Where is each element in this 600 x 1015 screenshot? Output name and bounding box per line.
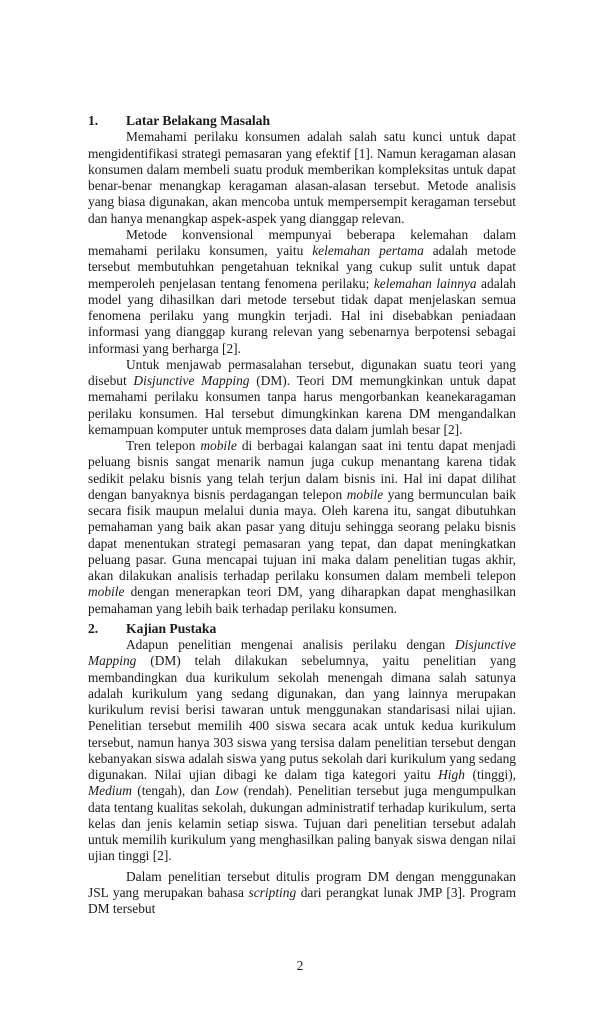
text-run: Memahami perilaku konsumen adalah salah satu kunci untuk dapat mengidentifikasi strategi pemasaran yang efektif [1]. Namun keragaman alasan konsumen dalam membeli suatu produk memberikan kompleksitas untuk dapat benar-benar menangkap keragaman alasan-alasan tersebut. Metode analisis yang biasa digunakan, akan mencoba untuk mempersempit keragaman tersebut dan hanya menangkap aspek-aspek yang dianggap relevan. xyxy=(88,129,516,226)
italic-term: Disjunctive Mapping xyxy=(88,637,516,669)
section-title: Latar Belakang Masalah xyxy=(126,113,271,128)
italic-term: kelemahan pertama xyxy=(312,243,424,258)
paragraph xyxy=(88,227,516,357)
text-run: Adapun penelitian mengenai analisis perilaku dengan xyxy=(126,637,456,652)
italic-term: mobile xyxy=(346,486,384,502)
paragraph xyxy=(88,637,516,865)
text-run: Dalam penelitian tersebut ditulis program DM dengan menggunakan JSL yang merupakan bahasa xyxy=(88,868,516,900)
italic-term: mobile xyxy=(200,438,237,453)
section-heading-1 xyxy=(88,113,516,129)
section-number: 1. xyxy=(88,113,99,128)
text-run: Untuk menjawab permasalahan tersebut, digunakan suatu teori yang disebut xyxy=(88,356,516,388)
text-run: (DM). Teori DM memungkinkan untuk dapat memahami perilaku konsumen tanpa harus mengorbankan keanekaragaman perilaku konsumen. Hal tersebut dimungkinkan karena DM mengandalkan kemampuan komputer untuk memproses data dalam jumlah besar [2]. xyxy=(88,373,516,437)
section-heading-2 xyxy=(88,621,516,637)
section-number: 2. xyxy=(88,620,99,636)
page-footer xyxy=(0,917,600,1015)
paragraph xyxy=(88,869,516,918)
italic-term: Medium xyxy=(88,783,132,799)
text-run: yang bermunculan baik secara fisik maupun melalui dunia maya. Oleh karena itu, sangat dibutuhkan pemahaman yang baik akan pasar yang dituju sehingga seorang pelaku bisnis dapat menentukan strategi pemasaran yang tepat, dan dapat meningkatkan peluang pasar. Guna mencapai tujuan ini maka dalam penelitian tugas akhir, akan dilakukan analisis terhadap perilaku konsumen dalam membeli telepon xyxy=(88,486,516,583)
paragraph xyxy=(88,129,516,227)
italic-term: mobile xyxy=(88,584,125,600)
page-content xyxy=(88,0,516,917)
italic-term: kelemahan lainnya xyxy=(373,275,477,291)
text-run: dengan menerapkan teori DM, yang diharapkan dapat menghasilkan pemahaman yang lebih baik terhadap perilaku konsumen. xyxy=(88,584,516,616)
text-run: (tinggi), xyxy=(464,767,516,782)
text-run: dari perangkat lunak JMP [3]. Program DM tersebut xyxy=(88,884,517,916)
italic-term: scripting xyxy=(248,884,297,900)
text-run: Metode konvensional mempunyai beberapa kelemahan dalam memahami perilaku konsumen, yaitu xyxy=(88,226,516,258)
text-run: (DM) telah dilakukan sebelumnya, yaitu penelitian yang membandingkan dua kurikulum sekolah menengah dimana salah satunya adalah kurikulum yang sedang digunakan, dan yang lainnya merupakan kurikulum revisi berisi tawaran untuk menggunakan standarisasi nilai ujian. Penelitian tersebut memilih 400 siswa secara acak untuk kedua kurikulum tersebut, namun hanya 303 siswa yang tersisa dalam penelitian tersebut dengan kebanyakan siswa adalah siswa yang putus sekolah dari kurikulum yang sedang digunakan. Nilai ujian dibagi ke dalam tiga kategori yaitu xyxy=(88,653,516,782)
text-run: adalah model yang dihasilkan dari metode tersebut tidak dapat menjelaskan semua fenomena perilaku yang mungkin terjadi. Hal ini disebabkan peniadaan informasi yang dianggap kurang relevan yang sebenarnya berpotensi sebagai informasi yang berharga [2]. xyxy=(88,275,516,356)
text-run: (rendah). Penelitian tersebut juga mengumpulkan data tentang kualitas sekolah, dukungan administratif terhadap kurikulum, serta kelas dan jenis kelamin setiap siswa. Tujuan dari penelitian tersebut adalah untuk memilih kurikulum yang menghasilkan paling banyak siswa dengan nilai ujian tinggi [2]. xyxy=(88,783,517,864)
paragraph xyxy=(88,438,516,617)
text-run: di berbagai kalangan saat ini tentu dapat menjadi peluang bisnis sangat menarik namun juga cukup menantang karena tidak sedikit pelaku bisnis yang telah terjun dalam bisnis ini. Hal ini dapat dilihat dengan banyaknya bisnis perdagangan telepon xyxy=(88,438,516,502)
page-number: 2 xyxy=(296,958,304,974)
text-run: Tren telepon xyxy=(126,438,201,453)
italic-term: Low xyxy=(215,783,239,799)
section-title: Kajian Pustaka xyxy=(126,620,217,636)
paragraph xyxy=(88,357,516,438)
text-run: (tengah), dan xyxy=(131,783,216,799)
italic-term: High xyxy=(438,767,465,782)
italic-term: Disjunctive Mapping xyxy=(133,373,250,388)
text-run: adalah metode tersebut membutuhkan pengetahuan teknikal yang cukup sulit untuk dapat memperoleh penjelasan tentang fenomena perilaku; xyxy=(88,243,516,291)
